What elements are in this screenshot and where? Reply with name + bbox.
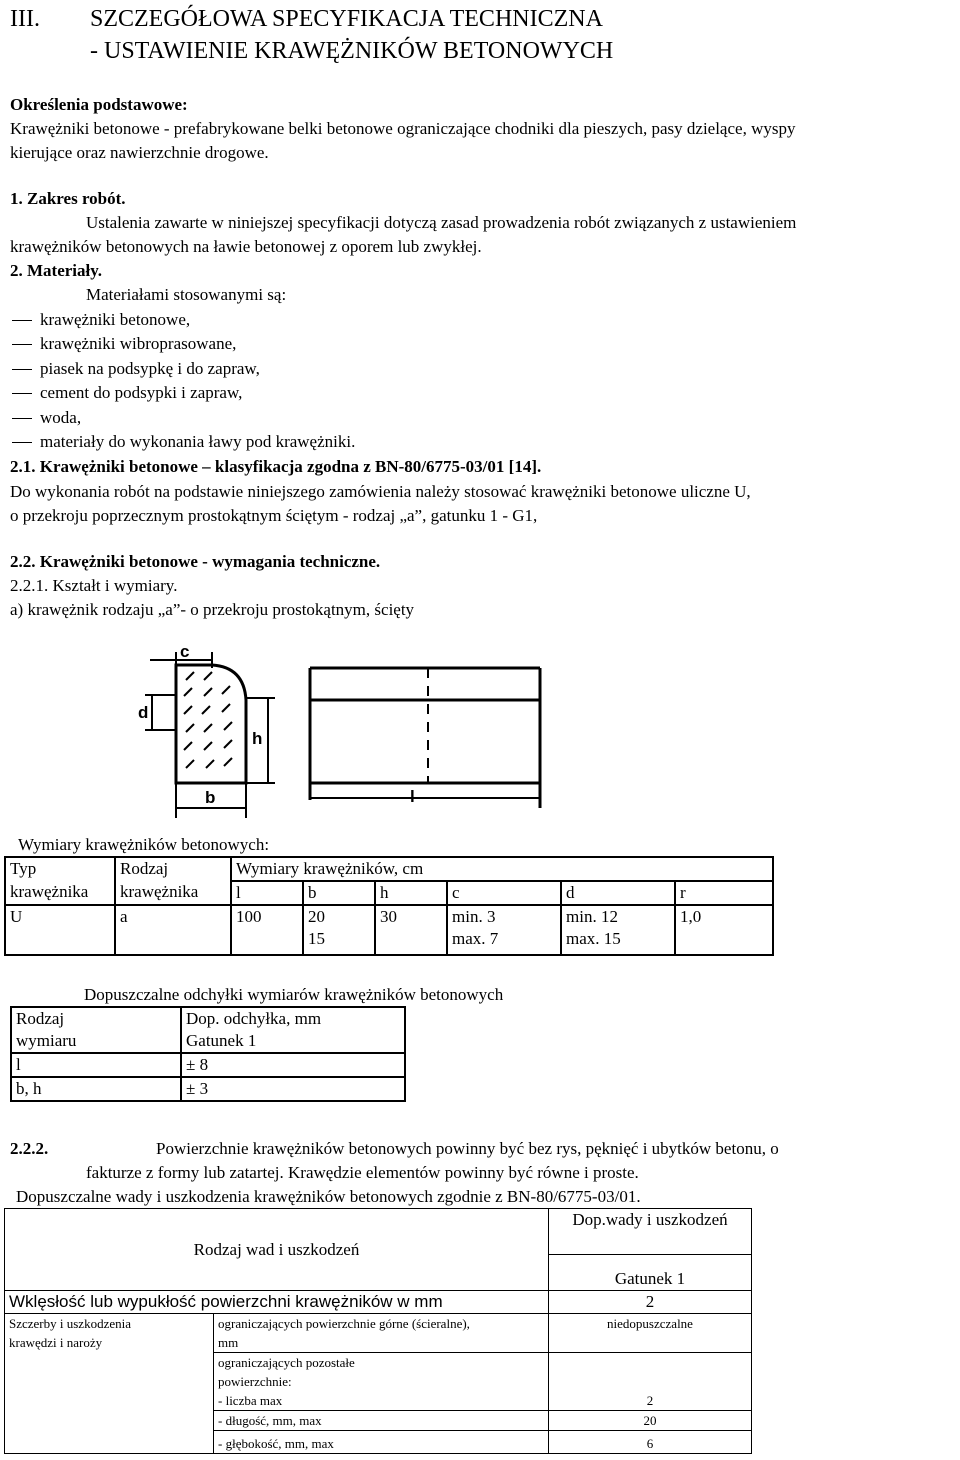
header-cell: c	[447, 881, 561, 905]
table-cell: 2	[549, 1353, 752, 1411]
cell-line: krawędzi i naroży	[9, 1335, 103, 1350]
table-cell: U	[5, 905, 115, 955]
header-cell: Rodzaj wad i uszkodzeń	[5, 1209, 549, 1291]
materials-heading: 2. Materiały.	[10, 261, 103, 280]
dims-table-caption: Wymiary krawężników betonowych:	[18, 835, 270, 854]
header-cell: Rodzaj	[11, 1007, 181, 1030]
cell-line: powierzchnie:	[218, 1374, 292, 1389]
cell-line: mm	[218, 1335, 239, 1350]
paragraph-line: fakturze z formy lub zatartej. Krawędzie elementów powinny być równe i proste.	[86, 1163, 639, 1182]
table-cell	[561, 905, 675, 955]
table-cell	[447, 905, 561, 955]
subsection-heading: 2.2.1. Kształt i wymiary.	[10, 576, 178, 595]
table-cell: - długość, mm, max	[214, 1411, 549, 1431]
table-cell: - głębokość, mm, max	[214, 1431, 549, 1454]
header-cell: krawężnika	[115, 881, 231, 905]
table-cell: 30	[375, 905, 447, 955]
table-cell: ± 8	[181, 1053, 405, 1077]
page-title: SZCZEGÓŁOWA SPECYFIKACJA TECHNICZNA	[90, 6, 603, 32]
table-cell: 6	[549, 1431, 752, 1454]
list-item: cement do podsypki i zapraw,	[40, 383, 243, 402]
scope-line: Ustalenia zawarte w niniejszej specyfikacji dotyczą zasad prowadzenia robót związanych z ustawieniem	[86, 213, 797, 232]
header-cell: b	[303, 881, 375, 905]
header-cell: d	[561, 881, 675, 905]
dim-label-b: b	[205, 788, 216, 807]
paragraph-line: Powierzchnie krawężników betonowych powinny być bez rys, pęknięć i ubytków betonu, o	[156, 1139, 779, 1158]
cell-line: max. 7	[452, 929, 499, 948]
table-cell	[214, 1314, 549, 1353]
list-item: krawężniki betonowe,	[40, 310, 191, 329]
cell-line: ograniczających pozostałe	[218, 1355, 355, 1370]
table-cell: 2	[549, 1291, 752, 1314]
section-heading-2-2: 2.2. Krawężniki betonowe - wymagania techniczne.	[10, 552, 381, 571]
table-cell: 1,0	[675, 905, 773, 955]
list-item: woda,	[40, 408, 82, 427]
definitions-heading: Określenia podstawowe:	[10, 95, 188, 114]
dim-label-l: l	[410, 787, 415, 806]
figure-caption: a) krawężnik rodzaju „a”- o przekroju prostokątnym, ścięty	[10, 600, 415, 619]
header-cell: Dop. odchyłka, mm	[181, 1007, 405, 1030]
header-cell: krawężnika	[5, 881, 115, 905]
dims-table	[4, 856, 774, 956]
definitions-line: Krawężniki betonowe - prefabrykowane belki betonowe ograniczające chodniki dla pieszych, pasy dzielące, wyspy	[10, 119, 796, 138]
list-item: piasek na podsypkę i do zapraw,	[40, 359, 260, 378]
cell-line: max. 15	[566, 929, 621, 948]
header-cell: Gatunek 1	[549, 1255, 752, 1291]
scope-line: krawężników betonowych na ławie betonowej z oporem lub zwykłej.	[10, 237, 482, 256]
defects-table-caption: Dopuszczalne wady i uszkodzenia krawężników betonowych zgodnie z BN-80/6775-03/01.	[16, 1187, 641, 1206]
list-item: krawężniki wibroprasowane,	[40, 334, 237, 353]
table-cell: ± 3	[181, 1077, 405, 1101]
header-cell: l	[231, 881, 303, 905]
section-heading-2-1: 2.1. Krawężniki betonowe – klasyfikacja zgodna z BN-80/6775-03/01 [14].	[10, 457, 542, 476]
table-cell: 100	[231, 905, 303, 955]
cell-line: Szczerby i uszkodzenia	[9, 1316, 132, 1331]
header-cell: wymiaru	[11, 1030, 181, 1053]
table-cell	[5, 1314, 214, 1454]
table-cell: l	[11, 1053, 181, 1077]
table-cell: Wklęsłość lub wypukłość powierzchni krawężników w mm	[5, 1291, 549, 1314]
materials-intro: Materiałami stosowanymi są:	[86, 285, 287, 304]
table-cell: b, h	[11, 1077, 181, 1101]
header-cell: Gatunek 1	[181, 1030, 405, 1053]
tol-table-caption: Dopuszczalne odchyłki wymiarów krawężników betonowych	[84, 985, 504, 1004]
table-cell	[303, 905, 375, 955]
section-line: Do wykonania robót na podstawie niniejszego zamówienia należy stosować krawężniki betonowe uliczne U,	[10, 482, 751, 501]
cell-line: min. 12	[566, 907, 618, 926]
cell-line: 20	[308, 907, 325, 926]
cell-line: 15	[308, 929, 325, 948]
header-cell: Rodzaj	[115, 857, 231, 881]
tolerance-table	[10, 1006, 406, 1102]
header-cell: Dop.wady i uszkodzeń	[549, 1209, 752, 1255]
dim-label-h: h	[252, 729, 263, 748]
cell-line: - liczba max	[218, 1393, 283, 1408]
cell-line: ograniczających powierzchnie górne (ścieralne),	[218, 1316, 470, 1331]
list-item: materiały do wykonania ławy pod krawężniki.	[40, 432, 356, 451]
section-number: III.	[10, 6, 40, 32]
table-cell: a	[115, 905, 231, 955]
table-cell	[214, 1353, 549, 1411]
table-cell: 20	[549, 1411, 752, 1431]
cell-line: min. 3	[452, 907, 496, 926]
definitions-line: kierujące oraz nawierzchnie drogowe.	[10, 143, 269, 162]
header-cell: Wymiary krawężników, cm	[231, 857, 773, 881]
scope-heading: 1. Zakres robót.	[10, 189, 126, 208]
table-cell: niedopuszczalne	[549, 1314, 752, 1353]
defects-table	[4, 1208, 752, 1454]
header-cell: r	[675, 881, 773, 905]
dim-label-d: d	[138, 703, 149, 722]
dim-label-c: c	[180, 642, 190, 661]
page-subtitle: - USTAWIENIE KRAWĘŻNIKÓW BETONOWYCH	[90, 38, 614, 64]
section-line: o przekroju poprzecznym prostokątnym ściętym - rodzaj „a”, gatunku 1 - G1,	[10, 506, 538, 525]
subsection-number: 2.2.2.	[10, 1139, 49, 1158]
header-cell: h	[375, 881, 447, 905]
header-cell: Typ	[5, 857, 115, 881]
